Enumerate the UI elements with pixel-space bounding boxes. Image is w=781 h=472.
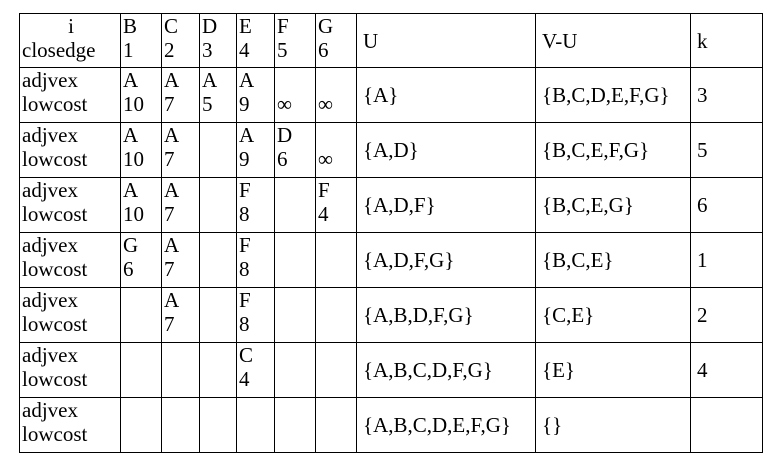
adjvex-value xyxy=(123,343,161,367)
table-row xyxy=(20,398,763,453)
adjvex-value xyxy=(277,343,315,367)
closedge-cell xyxy=(316,123,357,178)
adjvex-value xyxy=(277,178,315,202)
vertex-name: C xyxy=(164,14,179,38)
closedge-cell xyxy=(200,343,237,398)
adjvex-value xyxy=(123,288,161,312)
k-cell: 6 xyxy=(691,178,763,233)
k-cell: 2 xyxy=(691,288,763,343)
adjvex-value: D xyxy=(277,123,293,147)
u-set-cell: {A,B,C,D,F,G} xyxy=(357,343,536,398)
vertex-header-c xyxy=(162,14,200,68)
adjvex-value: A xyxy=(239,68,255,92)
lowcost-value xyxy=(277,422,315,446)
lowcost-value xyxy=(318,257,356,281)
v-minus-u-set-cell: {B,C,E} xyxy=(536,233,691,288)
closedge-cell xyxy=(162,233,200,288)
table-row xyxy=(20,343,763,398)
vertex-name: D xyxy=(202,14,218,38)
adjvex-value xyxy=(318,288,356,312)
closedge-cell xyxy=(275,178,316,233)
closedge-cell xyxy=(237,68,275,123)
lowcost-value: 7 xyxy=(164,202,175,226)
closedge-cell xyxy=(275,343,316,398)
adjvex-label: adjvex xyxy=(22,398,78,422)
vertex-header-b xyxy=(121,14,162,68)
lowcost-value: 7 xyxy=(164,92,175,116)
closedge-cell xyxy=(121,68,162,123)
closedge-cell xyxy=(121,178,162,233)
row-label xyxy=(20,343,121,398)
adjvex-value: F xyxy=(239,233,251,257)
vertex-header-e xyxy=(237,14,275,68)
adjvex-value xyxy=(164,343,199,367)
u-set-cell: {A,D} xyxy=(357,123,536,178)
adjvex-value xyxy=(202,178,236,202)
vertex-name: B xyxy=(123,14,138,38)
adjvex-value xyxy=(277,233,315,257)
closedge-cell xyxy=(162,398,200,453)
closedge-cell xyxy=(121,398,162,453)
lowcost-value: 9 xyxy=(239,147,250,171)
vertex-name: E xyxy=(239,14,252,38)
closedge-cell xyxy=(162,68,200,123)
closedge-cell xyxy=(237,178,275,233)
closedge-cell xyxy=(275,288,316,343)
adjvex-value xyxy=(318,123,356,147)
lowcost-value: 8 xyxy=(239,202,250,226)
vertex-index: 1 xyxy=(123,38,134,62)
lowcost-value: 10 xyxy=(123,147,144,171)
closedge-cell xyxy=(162,288,200,343)
closedge-cell xyxy=(275,123,316,178)
vertex-header-d xyxy=(200,14,237,68)
header-row-label xyxy=(20,14,121,68)
vertex-index: 6 xyxy=(318,38,329,62)
k-header: k xyxy=(691,14,763,68)
vertex-name: G xyxy=(318,14,334,38)
closedge-cell xyxy=(316,233,357,288)
lowcost-value xyxy=(277,257,315,281)
closedge-cell xyxy=(275,68,316,123)
table-row xyxy=(20,178,763,233)
closedge-cell xyxy=(316,343,357,398)
lowcost-value: 10 xyxy=(123,202,144,226)
lowcost-label: lowcost xyxy=(22,92,88,116)
lowcost-value: 5 xyxy=(202,92,213,116)
lowcost-value xyxy=(123,312,161,336)
lowcost-value: 10 xyxy=(123,92,144,116)
lowcost-value xyxy=(202,422,236,446)
closedge-cell xyxy=(121,123,162,178)
table-row xyxy=(20,233,763,288)
vertex-header-f xyxy=(275,14,316,68)
closedge-cell xyxy=(237,288,275,343)
table-row xyxy=(20,123,763,178)
adjvex-label: adjvex xyxy=(22,233,78,257)
lowcost-value xyxy=(277,367,315,391)
adjvex-value xyxy=(202,398,236,422)
closedge-cell xyxy=(275,398,316,453)
vertex-index: 4 xyxy=(239,38,250,62)
closedge-cell xyxy=(200,288,237,343)
closedge-cell xyxy=(237,343,275,398)
v-minus-u-set-cell: {} xyxy=(536,398,691,453)
vertex-header-g xyxy=(316,14,357,68)
closedge-cell xyxy=(200,178,237,233)
lowcost-value xyxy=(239,422,274,446)
vertex-index: 3 xyxy=(202,38,213,62)
closedge-cell xyxy=(316,288,357,343)
lowcost-value xyxy=(202,312,236,336)
closedge-cell xyxy=(162,123,200,178)
lowcost-value: 7 xyxy=(164,312,175,336)
adjvex-value: A xyxy=(164,68,180,92)
lowcost-value: 7 xyxy=(164,147,175,171)
v-minus-u-set-cell: {B,C,D,E,F,G} xyxy=(536,68,691,123)
adjvex-value: A xyxy=(202,68,218,92)
u-set-cell: {A} xyxy=(357,68,536,123)
lowcost-value xyxy=(164,422,199,446)
adjvex-value xyxy=(318,68,356,92)
row-label xyxy=(20,178,121,233)
adjvex-value xyxy=(202,343,236,367)
adjvex-value xyxy=(277,68,315,92)
v-minus-u-set-cell: {E} xyxy=(536,343,691,398)
closedge-cell xyxy=(237,233,275,288)
adjvex-value xyxy=(318,343,356,367)
closedge-cell xyxy=(316,68,357,123)
u-set-cell: {A,B,C,D,E,F,G} xyxy=(357,398,536,453)
vertex-name: F xyxy=(277,14,289,38)
closedge-cell xyxy=(316,398,357,453)
adjvex-value xyxy=(318,233,356,257)
vertex-index: 2 xyxy=(164,38,175,62)
closedge-cell xyxy=(121,343,162,398)
adjvex-value: A xyxy=(164,233,180,257)
adjvex-value xyxy=(123,398,161,422)
lowcost-value xyxy=(202,202,236,226)
row-label xyxy=(20,398,121,453)
k-cell: 3 xyxy=(691,68,763,123)
adjvex-value xyxy=(277,398,315,422)
lowcost-value xyxy=(202,147,236,171)
lowcost-label: lowcost xyxy=(22,147,88,171)
closedge-cell xyxy=(237,398,275,453)
k-cell xyxy=(691,398,763,453)
k-cell: 1 xyxy=(691,233,763,288)
adjvex-value: F xyxy=(318,178,330,202)
index-label: i xyxy=(68,14,74,38)
row-label xyxy=(20,233,121,288)
adjvex-label: adjvex xyxy=(22,343,78,367)
v-minus-u-set-cell: {C,E} xyxy=(536,288,691,343)
adjvex-value xyxy=(239,398,274,422)
lowcost-label: lowcost xyxy=(22,202,88,226)
table-row xyxy=(20,288,763,343)
prim-closedge-table xyxy=(19,13,763,453)
lowcost-label: lowcost xyxy=(22,367,88,391)
lowcost-value: 4 xyxy=(239,367,250,391)
adjvex-value: F xyxy=(239,178,251,202)
lowcost-value: ∞ xyxy=(318,92,333,116)
k-cell: 4 xyxy=(691,343,763,398)
lowcost-value xyxy=(123,367,161,391)
lowcost-value xyxy=(164,367,199,391)
closedge-label: closedge xyxy=(22,38,96,62)
closedge-cell xyxy=(200,398,237,453)
lowcost-value: 6 xyxy=(123,257,134,281)
adjvex-value: A xyxy=(239,123,255,147)
v-minus-u-set-cell: {B,C,E,F,G} xyxy=(536,123,691,178)
adjvex-value: A xyxy=(164,288,180,312)
lowcost-label: lowcost xyxy=(22,422,88,446)
v-minus-u-set-cell: {B,C,E,G} xyxy=(536,178,691,233)
header-row xyxy=(20,14,763,68)
lowcost-value xyxy=(202,367,236,391)
closedge-cell xyxy=(200,233,237,288)
u-set-cell: {A,D,F} xyxy=(357,178,536,233)
adjvex-value: A xyxy=(123,68,139,92)
lowcost-value: 6 xyxy=(277,147,288,171)
lowcost-value: 8 xyxy=(239,312,250,336)
closedge-cell xyxy=(275,233,316,288)
adjvex-value: A xyxy=(123,178,139,202)
closedge-cell xyxy=(162,178,200,233)
closedge-cell xyxy=(200,68,237,123)
lowcost-value: 7 xyxy=(164,257,175,281)
k-cell: 5 xyxy=(691,123,763,178)
closedge-cell xyxy=(316,178,357,233)
lowcost-value xyxy=(277,202,315,226)
u-set-cell: {A,B,D,F,G} xyxy=(357,288,536,343)
lowcost-value xyxy=(277,312,315,336)
lowcost-value: ∞ xyxy=(277,92,292,116)
lowcost-value xyxy=(318,312,356,336)
adjvex-value: F xyxy=(239,288,251,312)
adjvex-label: adjvex xyxy=(22,178,78,202)
adjvex-label: adjvex xyxy=(22,123,78,147)
adjvex-value: G xyxy=(123,233,139,257)
closedge-cell xyxy=(121,288,162,343)
lowcost-value: 9 xyxy=(239,92,250,116)
adjvex-value xyxy=(318,398,356,422)
lowcost-value xyxy=(202,257,236,281)
adjvex-value xyxy=(202,123,236,147)
u-set-cell: {A,D,F,G} xyxy=(357,233,536,288)
lowcost-value: ∞ xyxy=(318,147,333,171)
row-label xyxy=(20,288,121,343)
lowcost-value xyxy=(123,422,161,446)
closedge-cell xyxy=(121,233,162,288)
adjvex-value xyxy=(202,288,236,312)
adjvex-value xyxy=(164,398,199,422)
adjvex-value: A xyxy=(123,123,139,147)
adjvex-value xyxy=(277,288,315,312)
row-label xyxy=(20,68,121,123)
adjvex-value: A xyxy=(164,123,180,147)
lowcost-value xyxy=(318,422,356,446)
adjvex-label: adjvex xyxy=(22,68,78,92)
adjvex-value: C xyxy=(239,343,254,367)
v-minus-u-header: V-U xyxy=(536,14,691,68)
adjvex-value: A xyxy=(164,178,180,202)
closedge-cell xyxy=(237,123,275,178)
lowcost-value: 4 xyxy=(318,202,329,226)
lowcost-label: lowcost xyxy=(22,257,88,281)
u-header: U xyxy=(357,14,536,68)
table-row xyxy=(20,68,763,123)
closedge-cell xyxy=(200,123,237,178)
adjvex-value xyxy=(202,233,236,257)
row-label xyxy=(20,123,121,178)
lowcost-value: 8 xyxy=(239,257,250,281)
lowcost-value xyxy=(318,367,356,391)
lowcost-label: lowcost xyxy=(22,312,88,336)
adjvex-label: adjvex xyxy=(22,288,78,312)
vertex-index: 5 xyxy=(277,38,288,62)
closedge-cell xyxy=(162,343,200,398)
